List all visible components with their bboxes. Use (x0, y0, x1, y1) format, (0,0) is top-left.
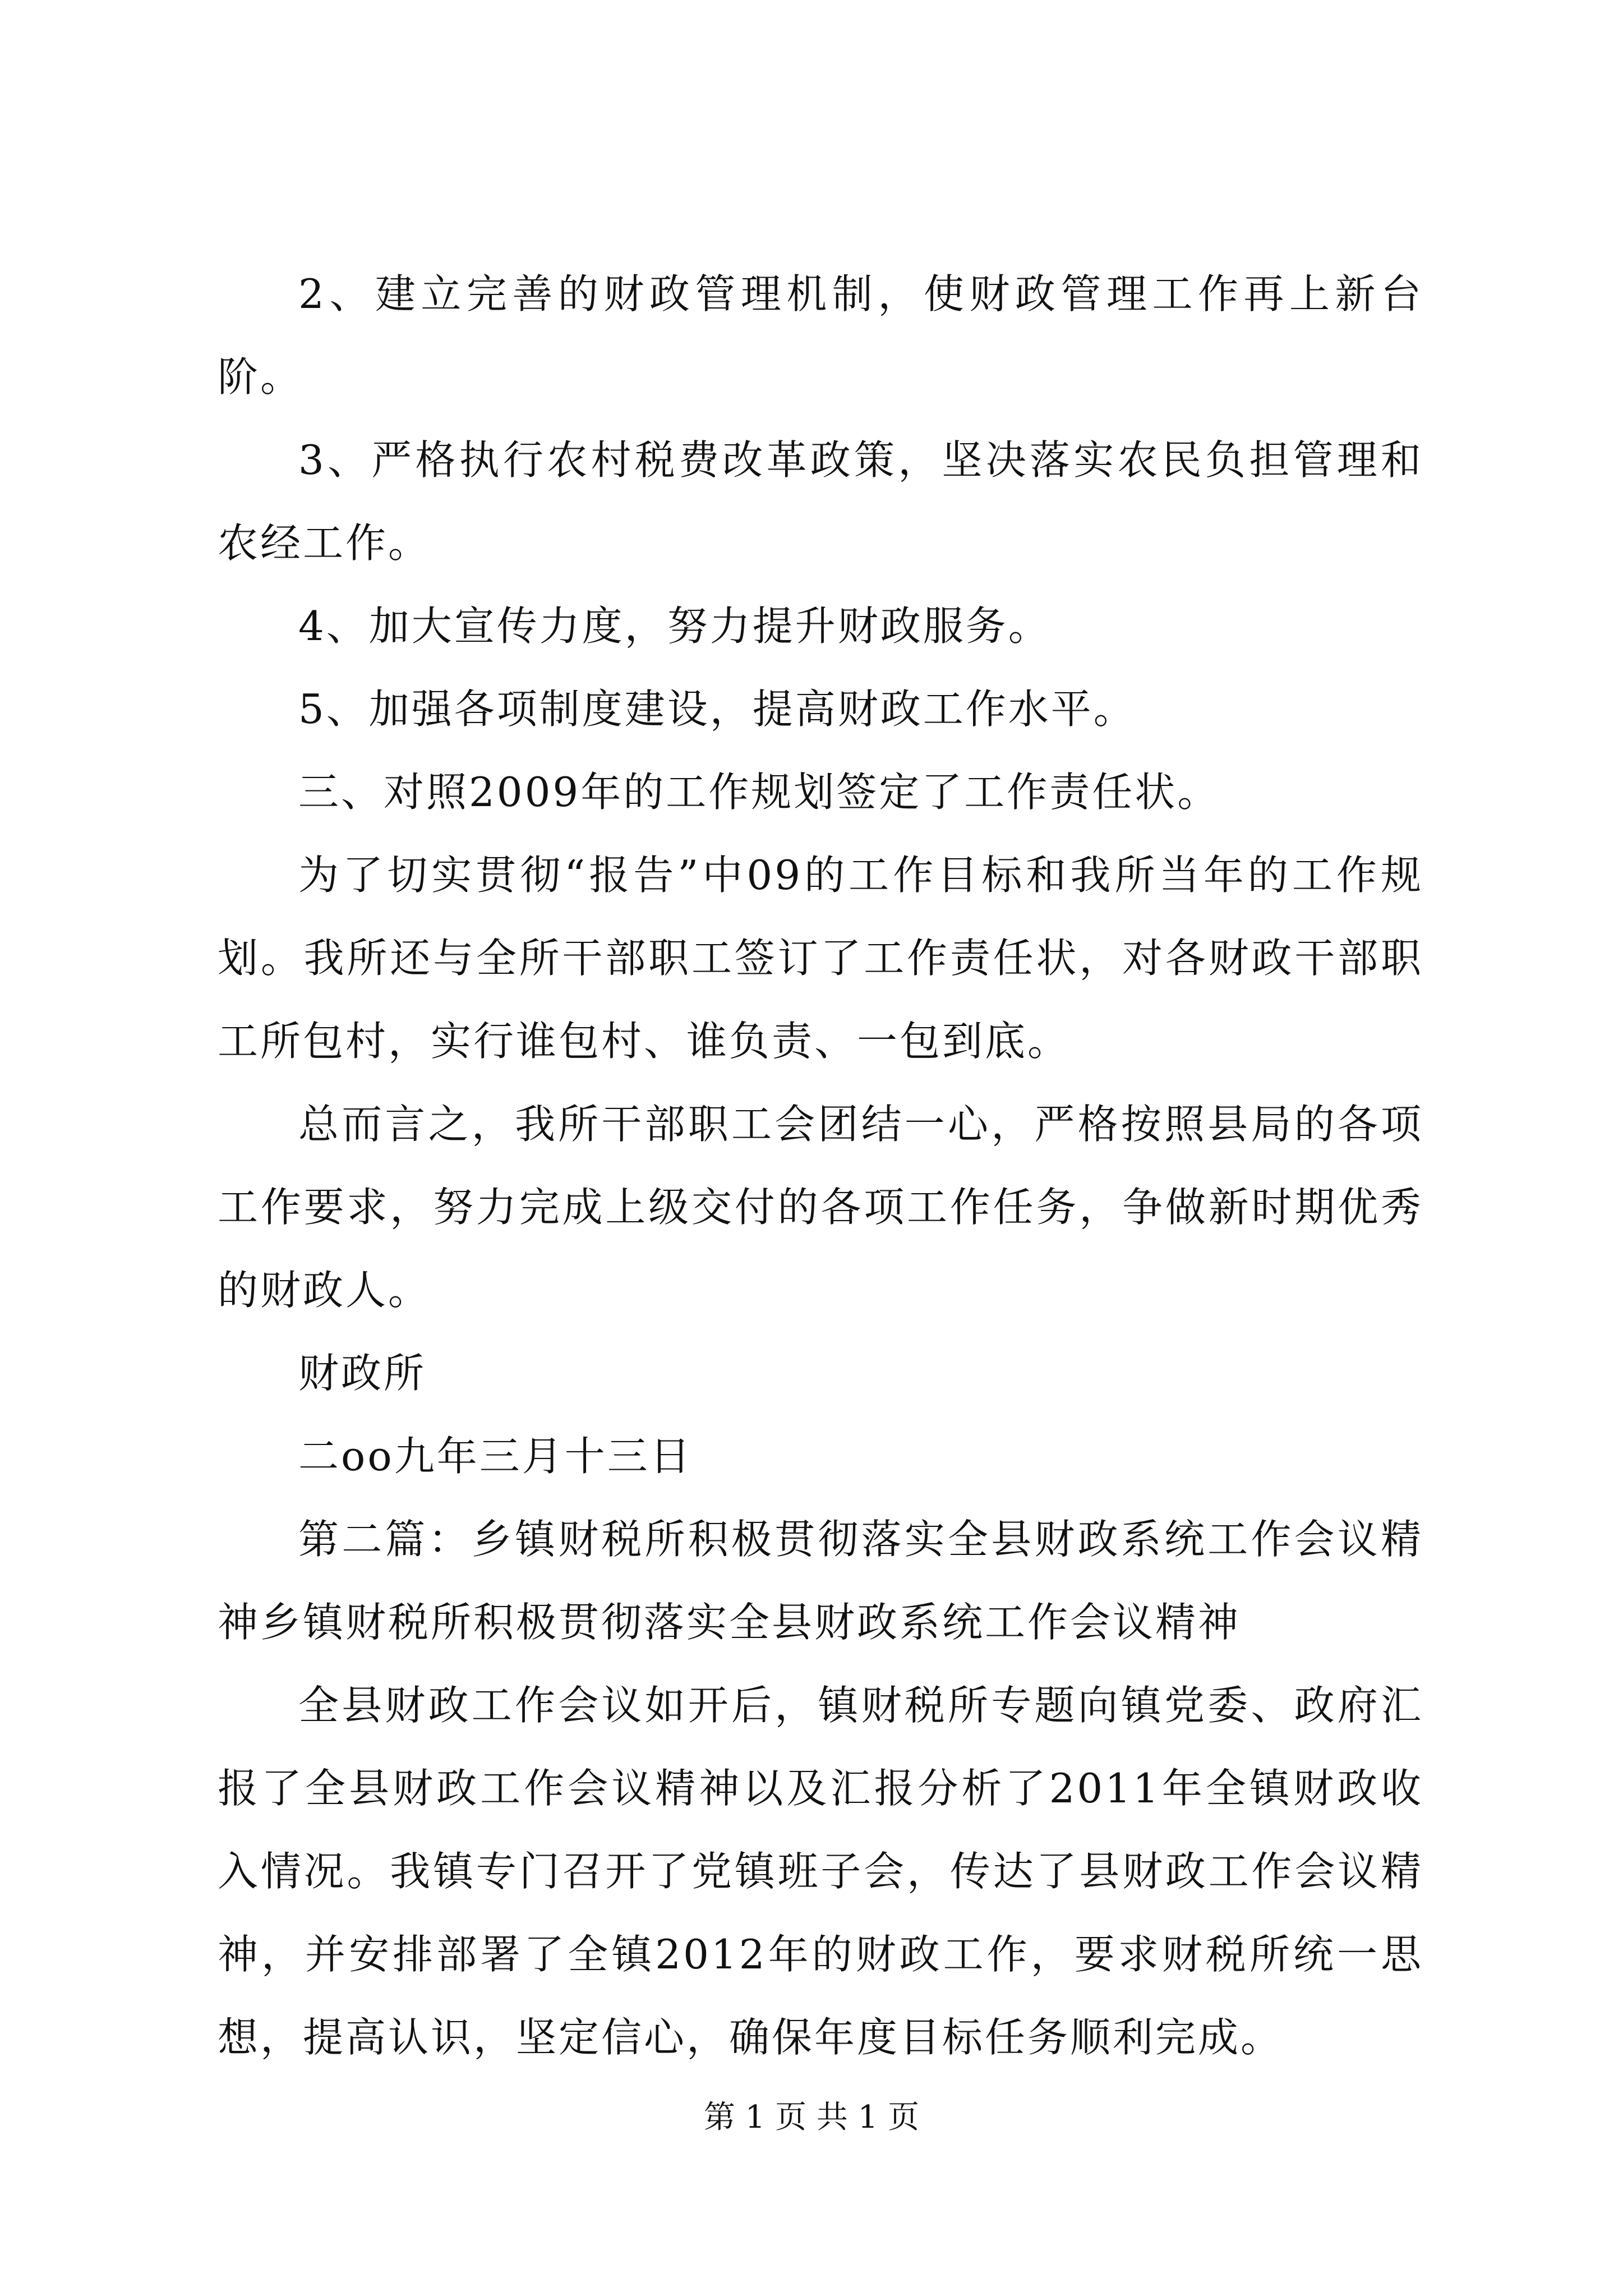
paragraph-item-2: 2、建立完善的财政管理机制，使财政管理工作再上新台阶。 (218, 270, 1423, 401)
section-heading-3: 三、对照2009年的工作规划签定了工作责任状。 (298, 769, 1220, 816)
signature-organization: 财政所 (298, 1350, 427, 1397)
paragraph-responsibility: 为了切实贯彻“报告”中09的工作目标和我所当年的工作规划。我所还与全所干部职工签订了工作责任状，对各财政干部职工所包村，实行谁包村、谁负责、一包到底。 (218, 852, 1423, 1065)
paragraph-meeting-report: 全县财政工作会议如开后，镇财税所专题向镇党委、政府汇报了全县财政工作会议精神以及汇报分析了2011年全镇财政收入情况。我镇专门召开了党镇班子会，传达了县财政工作会议精神，并安排部署了全镇2012年的财政工作，要求财税所统一思想，提高认识，坚定信心，确保年度目标任务顺利完成。 (218, 1682, 1423, 2061)
document-body (218, 252, 1423, 2079)
section-title-second: 第二篇：乡镇财税所积极贯彻落实全县财政系统工作会议精神乡镇财税所积极贯彻落实全县财政系统工作会议精神 (218, 1516, 1423, 1646)
signature-date: 二oo九年三月十三日 (298, 1433, 693, 1480)
paragraph-item-4: 4、加大宣传力度，努力提升财政服务。 (298, 602, 1051, 650)
paragraph-item-3: 3、严格执行农村税费改革政策，坚决落实农民负担管理和农经工作。 (218, 436, 1423, 567)
paragraph-item-5: 5、加强各项制度建设，提高财政工作水平。 (298, 685, 1136, 733)
paragraph-summary: 总而言之，我所干部职工会团结一心，严格按照县局的各项工作要求，努力完成上级交付的各项工作任务，争做新时期优秀的财政人。 (218, 1101, 1423, 1314)
page-footer: 第 1 页 共 1 页 (703, 2099, 920, 2136)
